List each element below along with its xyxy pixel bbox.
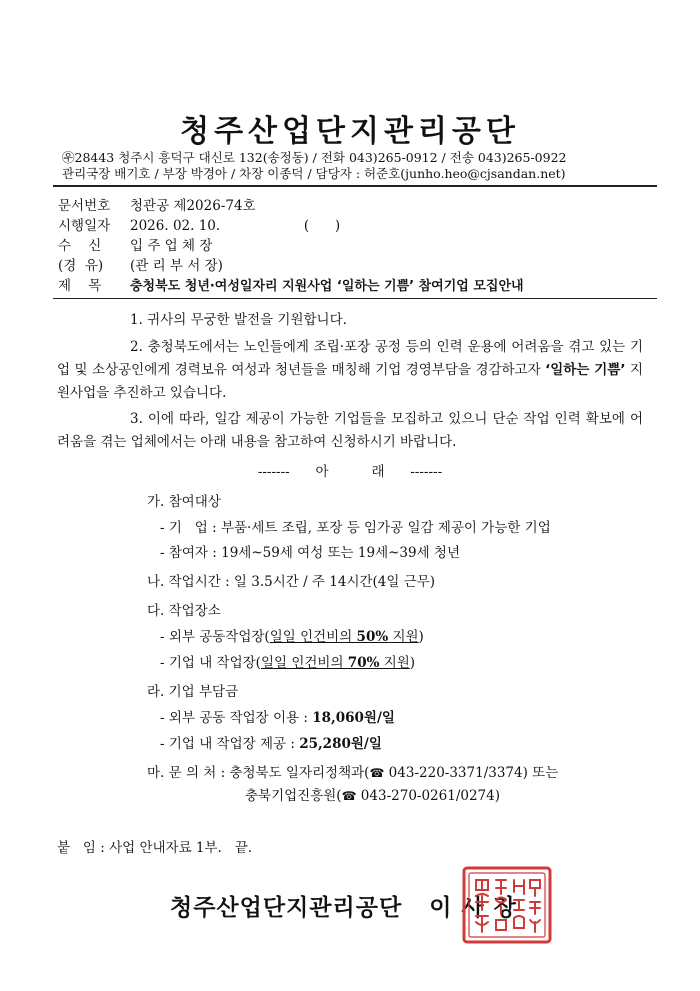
item-company: - 기 업 : 부품·세트 조립, 포장 등 임가공 일감 제공이 가능한 기업 [160,520,551,536]
section-ma: 마. 문 의 처 : 충청북도 일자리정책과(☎ 043-220-3371/3374) 또는 [147,765,559,781]
attachment-line: 붙 임 : 사업 안내자료 1부. 끝. [57,840,253,856]
subject-value: 충청북도 청년·여성일자리 지원사업 ‘일하는 기쁨’ 참여기업 모집안내 [130,279,524,294]
paragraph-3: 3. 이에 따라, 일감 제공이 가능한 기업들을 모집하고 있으니 단순 작업 인력 확보에 어려움을 겪는 업체에서는 아래 내용을 참고하여 신청하시기 바랍니다. [57,411,643,450]
subject-row [58,277,524,296]
contact-address-line: ㉾28443 청주시 흥덕구 대신로 132(송정동) / 전화 043)265-0912 / 전송 043)265-0922 [62,150,567,165]
header-divider [53,185,657,187]
item-external-workshop: - 외부 공동작업장(일일 인건비의 50% 지원) [160,629,424,645]
recipient-value: 입 주 업 체 장 [130,238,213,254]
paragraph-2: 2. 충청북도에서는 노인들에게 조립·포장 공정 등의 인력 운용에 어려움을 겪고 있는 기업 및 소상공인에게 경력보유 여성과 청년들을 매칭해 기업 경영부담을 경감하고자 ‘일하는 기쁨’ 지원사업을 추진하고 있습니다. [57,339,643,401]
via-row [58,257,223,276]
subject-label: 제 목 [58,278,102,294]
program-name: ‘일하는 기쁨’ [545,362,626,378]
doc-number-row [58,197,256,216]
date-row [58,217,340,236]
contact-staff-line: 관리국장 배기호 / 부장 박경아 / 차장 이종덕 / 담당자 : 허준호(junho.heo@cjsandan.net) [62,166,566,181]
internal-cost-value: 25,280원/일 [299,736,382,752]
phone-icon: ☎ [341,789,357,803]
section-da: 다. 작업장소 [147,603,221,619]
section-na: 나. 작업시간 : 일 3.5시간 / 주 14시간(4일 근무) [147,574,436,590]
via-value: (관 리 부 서 장) [130,258,223,274]
meta-divider [53,298,657,299]
signature: 청주산업단지관리공단 이 사 장 [170,895,517,921]
paragraph-1: 1. 귀사의 무궁한 발전을 기원합니다. [130,312,347,328]
section-ma-line2: 충북기업진흥원(☎ 043-270-0261/0274) [245,788,500,804]
recipient-row [58,237,212,256]
external-cost-value: 18,060원/일 [312,710,395,726]
item-internal-workshop: - 기업 내 작업장(일일 인건비의 70% 지원) [160,655,416,671]
section-ra: 라. 기업 부담금 [147,684,239,700]
doc-number-label: 문서번호 [58,198,111,214]
item-external-cost: - 외부 공동 작업장 이용 : 18,060원/일 [160,710,395,726]
date-label: 시행일자 [58,218,111,234]
doc-number-value: 청관공 제2026-74호 [130,198,256,214]
item-internal-cost: - 기업 내 작업장 제공 : 25,280원/일 [160,736,382,752]
phone-icon: ☎ [369,766,385,780]
section-ga: 가. 참여대상 [147,494,221,510]
organization-title: 청주산업단지관리공단 [180,114,520,149]
recipient-label: 수 신 [58,238,102,254]
item-participant: - 참여자 : 19세~59세 여성 또는 19세~39세 청년 [160,545,461,561]
date-paren: ( ) [303,218,341,234]
via-label: (경 유) [58,258,104,274]
official-seal-icon [462,866,552,944]
date-value: 2026. 02. 10. [130,218,221,234]
annex-divider: ------- 아 래 ------- [257,464,443,480]
